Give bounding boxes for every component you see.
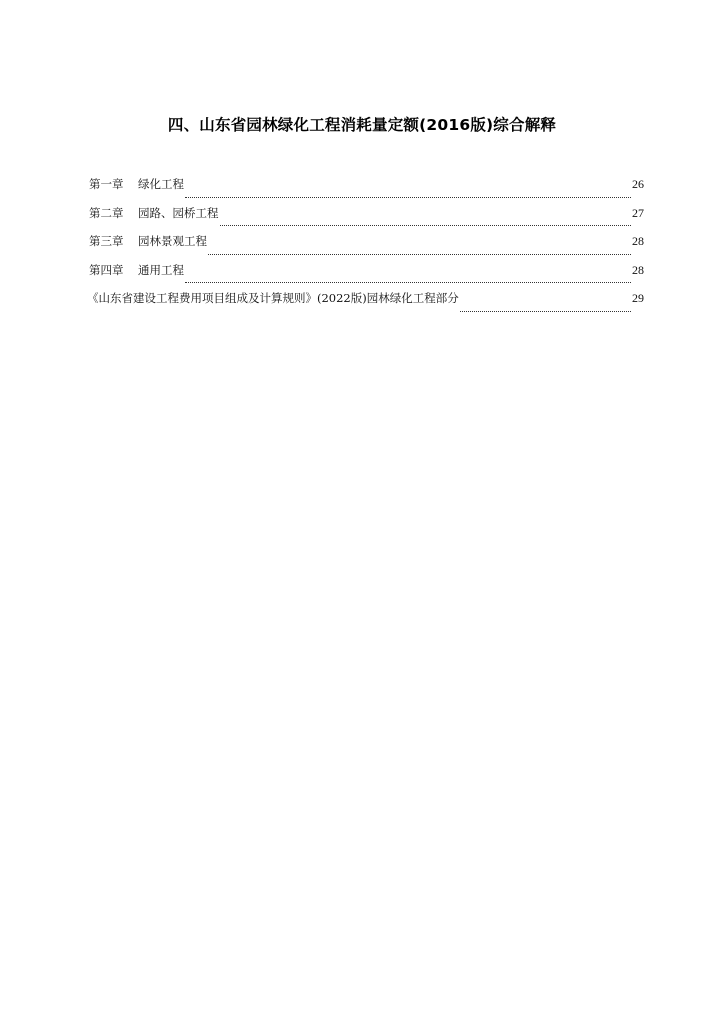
toc-dot-leader — [185, 282, 631, 283]
toc-chapter-number: 第一章 — [89, 177, 124, 191]
toc-entry-title: 《山东省建设工程费用项目组成及计算规则》(2022版)园林绿化工程部分 — [87, 291, 459, 305]
toc-page-number: 26 — [632, 177, 644, 191]
toc-chapter-number: 第二章 — [89, 205, 124, 220]
toc-page-number: 28 — [632, 234, 644, 248]
toc-entry-chapter-4[interactable] — [89, 262, 644, 291]
toc-chapter-number: 第四章 — [89, 262, 124, 277]
document-title: 四、山东省园林绿化工程消耗量定额(2016版)综合解释 — [167, 116, 557, 134]
toc-entry-title: 绿化工程 — [138, 177, 184, 191]
toc-entry-cost-rules[interactable] — [89, 290, 644, 319]
toc-page-number: 29 — [632, 291, 644, 305]
toc-dot-leader — [208, 254, 631, 255]
toc-chapter-number: 第三章 — [89, 234, 124, 248]
table-of-contents — [89, 176, 644, 319]
toc-entry-title: 园林景观工程 — [138, 234, 207, 248]
toc-entry-title: 通用工程 — [138, 262, 184, 277]
toc-entry-chapter-1[interactable] — [89, 176, 644, 205]
toc-entry-title: 园路、园桥工程 — [138, 205, 219, 220]
toc-dot-leader — [185, 197, 631, 198]
toc-dot-leader — [220, 225, 632, 226]
toc-entry-chapter-2[interactable] — [89, 205, 644, 234]
toc-entry-chapter-3[interactable] — [89, 233, 644, 262]
toc-dot-leader — [460, 311, 631, 312]
toc-page-number: 27 — [632, 205, 644, 220]
toc-page-number: 28 — [632, 262, 644, 277]
